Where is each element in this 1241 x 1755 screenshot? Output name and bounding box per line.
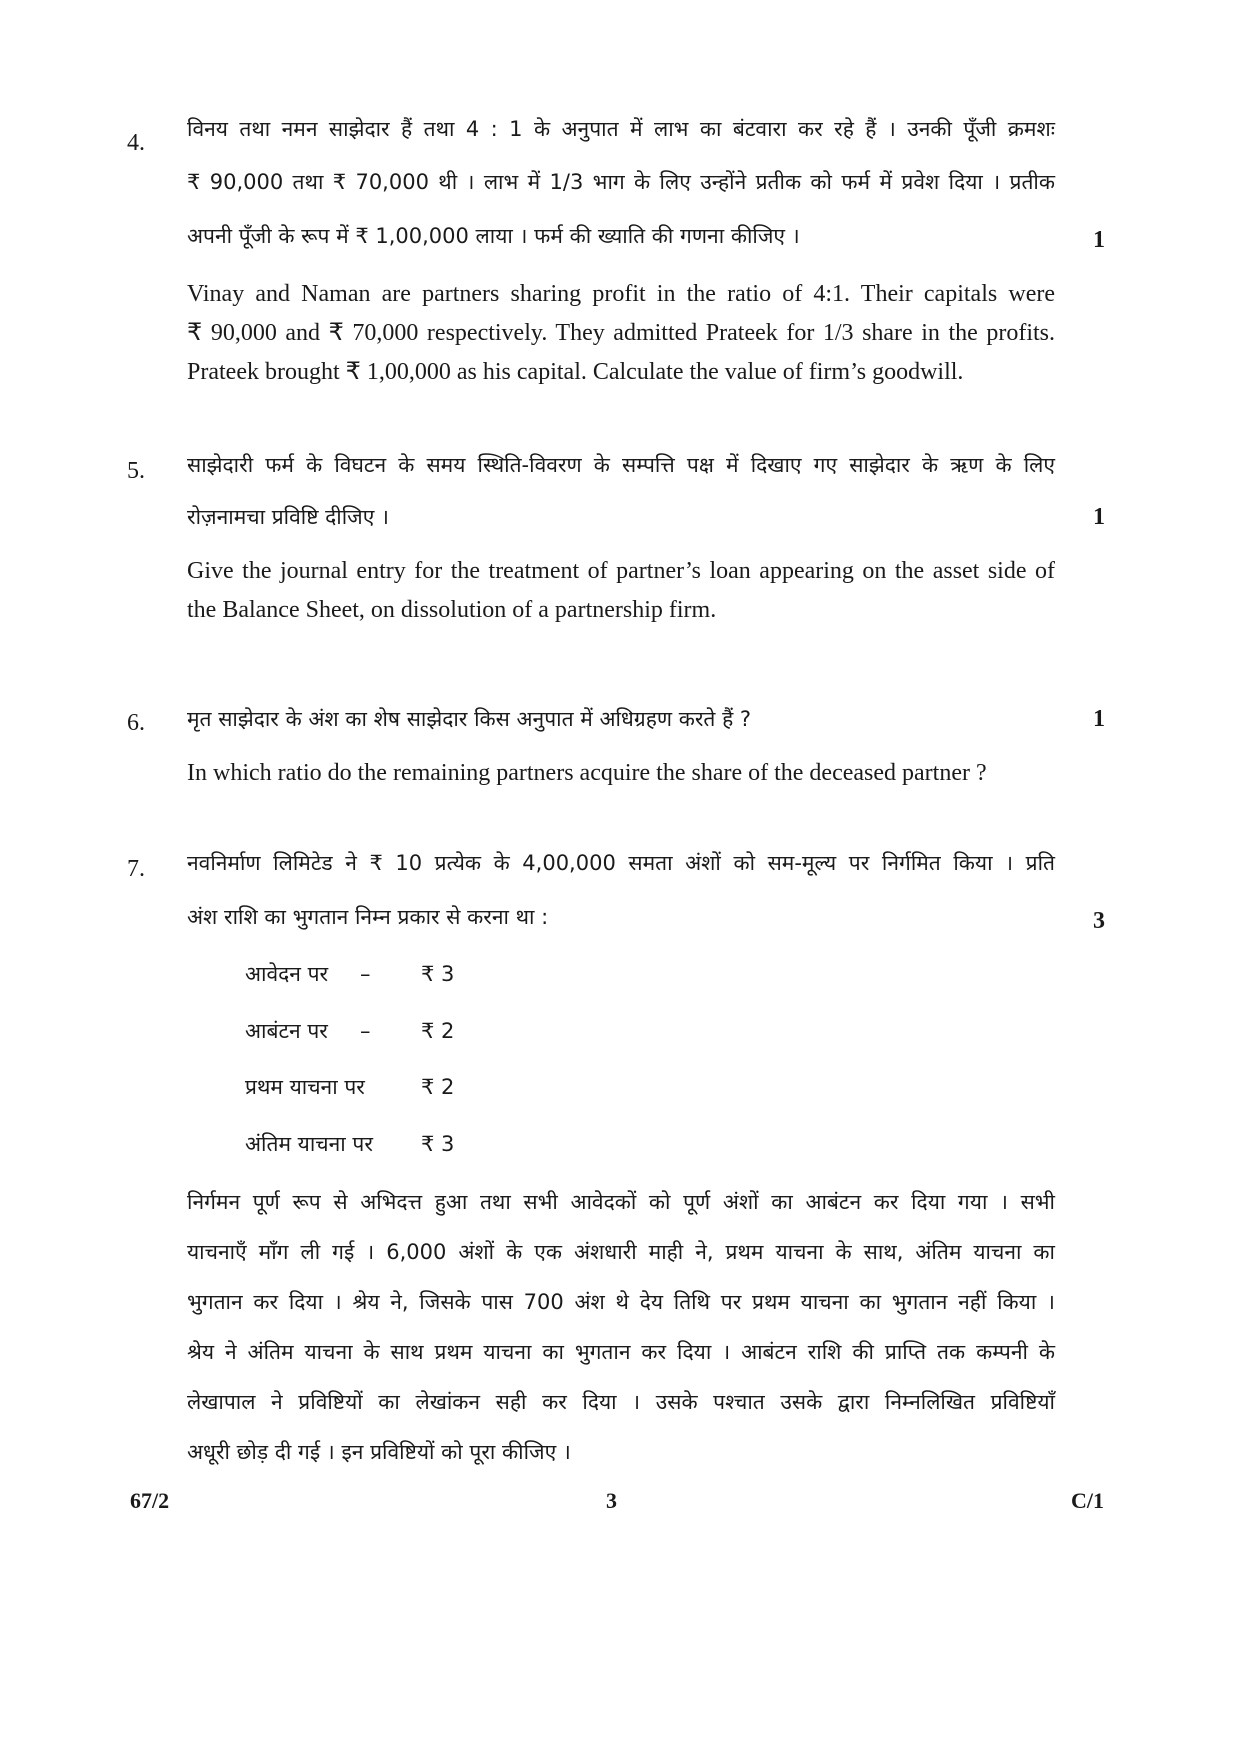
installment-amount: ₹ 3 xyxy=(421,962,455,986)
question-number: 4. xyxy=(127,130,145,156)
question-text-hindi: अंश राशि का भुगतान निम्न प्रकार से करना था : xyxy=(187,905,549,929)
installment-dash: – xyxy=(360,1019,371,1043)
marks: 1 xyxy=(1093,706,1105,732)
installment-amount: ₹ 2 xyxy=(421,1075,455,1099)
question-text-hindi: ₹ 90,000 तथा ₹ 70,000 थी । लाभ में 1/3 भाग के लिए उन्होंने प्रतीक को फर्म में प्रवेश दिया । प्रतीक xyxy=(187,170,1055,194)
installment-dash: – xyxy=(360,962,371,986)
question-text-english: Prateek brought ₹ 1,00,000 as his capital. Calculate the value of firm’s goodwill. xyxy=(187,359,964,385)
installment-label: प्रथम याचना पर xyxy=(245,1075,365,1099)
paragraph-line: निर्गमन पूर्ण रूप से अभिदत्त हुआ तथा सभी आवेदकों को पूर्ण अंशों का आबंटन कर दिया गया । सभी xyxy=(187,1190,1055,1214)
installment-amount: ₹ 3 xyxy=(421,1132,455,1156)
marks: 1 xyxy=(1093,504,1105,530)
paper-code: 67/2 xyxy=(130,1488,170,1513)
question-number: 6. xyxy=(127,710,145,736)
question-text-hindi: नवनिर्माण लिमिटेड ने ₹ 10 प्रत्येक के 4,00,000 समता अंशों को सम-मूल्य पर निर्गमित किया । प्रति xyxy=(187,851,1055,875)
question-text-english: ₹ 90,000 and ₹ 70,000 respectively. They admitted Prateek for 1/3 share in the profits. xyxy=(187,320,1055,346)
paragraph-line: याचनाएँ माँग ली गई । 6,000 अंशों के एक अंशधारी माही ने, प्रथम याचना के साथ, अंतिम याचना का xyxy=(187,1240,1055,1264)
installment-label: आबंटन पर xyxy=(245,1019,328,1043)
question-text-hindi: साझेदारी फर्म के विघटन के समय स्थिति-विवरण के सम्पत्ति पक्ष में दिखाए गए साझेदार के ऋण के लिए xyxy=(187,453,1055,477)
question-number: 5. xyxy=(127,458,145,484)
question-text-english: the Balance Sheet, on dissolution of a partnership firm. xyxy=(187,597,717,623)
paragraph-line: भुगतान कर दिया । श्रेय ने, जिसके पास 700 अंश थे देय तिथि पर प्रथम याचना का भुगतान नहीं किया । xyxy=(187,1290,1055,1314)
question-text-hindi: अपनी पूँजी के रूप में ₹ 1,00,000 लाया । फर्म की ख्याति की गणना कीजिए । xyxy=(187,224,800,248)
set-code: C/1 xyxy=(1071,1488,1104,1513)
marks: 3 xyxy=(1093,908,1105,934)
installment-label: अंतिम याचना पर xyxy=(245,1132,373,1156)
question-text-hindi: रोज़नामचा प्रविष्टि दीजिए । xyxy=(187,505,390,529)
question-text-hindi: मृत साझेदार के अंश का शेष साझेदार किस अनुपात में अधिग्रहण करते हैं ? xyxy=(187,707,752,731)
marks: 1 xyxy=(1093,227,1105,253)
paragraph-line: अधूरी छोड़ दी गई । इन प्रविष्टियों को पूरा कीजिए । xyxy=(187,1440,571,1464)
installment-label: आवेदन पर xyxy=(245,962,329,986)
question-text-english: Vinay and Naman are partners sharing profit in the ratio of 4:1. Their capitals were xyxy=(187,281,1055,307)
question-text-english: In which ratio do the remaining partners acquire the share of the deceased partner ? xyxy=(187,760,987,786)
paragraph-line: श्रेय ने अंतिम याचना के साथ प्रथम याचना का भुगतान कर दिया । आबंटन राशि की प्राप्ति तक कम्पनी के xyxy=(187,1340,1055,1364)
paragraph-line: लेखापाल ने प्रविष्टियों का लेखांकन सही कर दिया । उसके पश्चात उसके द्वारा निम्नलिखित प्रविष्टियाँ xyxy=(187,1390,1055,1414)
question-number: 7. xyxy=(127,856,145,882)
question-text-english: Give the journal entry for the treatment of partner’s loan appearing on the asset side of xyxy=(187,558,1055,584)
question-text-hindi: विनय तथा नमन साझेदार हैं तथा 4 : 1 के अनुपात में लाभ का बंटवारा कर रहे हैं । उनकी पूँजी क्रमशः xyxy=(187,117,1055,141)
page-number: 3 xyxy=(606,1488,617,1513)
installment-amount: ₹ 2 xyxy=(421,1019,455,1043)
